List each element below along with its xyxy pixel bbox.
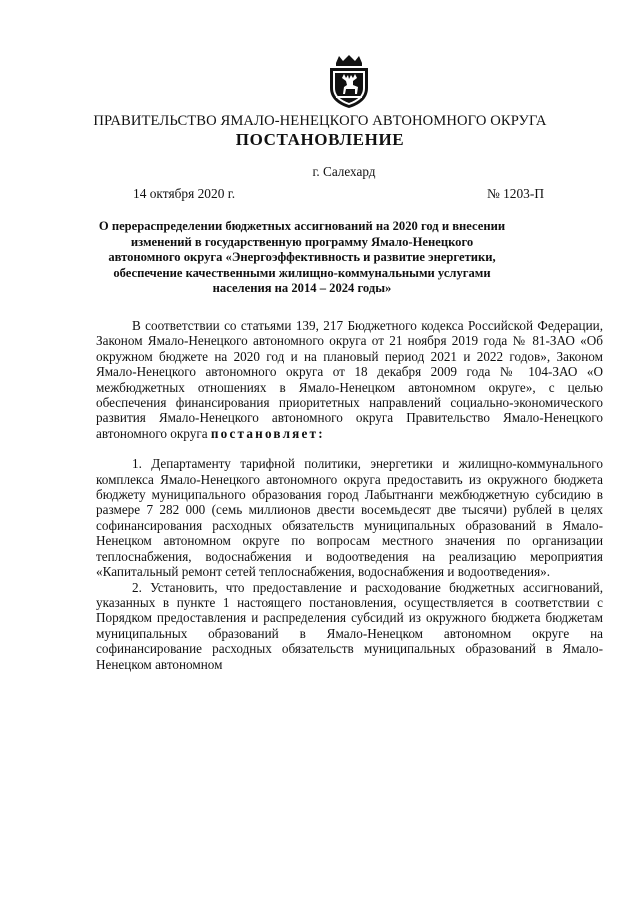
- document-title: О перераспределении бюджетных ассигнований на 2020 год и внесении изменений в государственную программу Ямало-Ненецкого автономного округа «Энергоэффективность и развитие энергетики, обеспечение качественными жилищно-коммунальными услугами населения на 2014 – 2024 годы»: [98, 219, 506, 296]
- city-name: г. Салехард: [312, 164, 376, 179]
- document-body: [96, 318, 603, 672]
- document-number: № 1203-П: [486, 186, 544, 201]
- item-paragraph-1: 1. Департаменту тарифной политики, энергетики и жилищно-коммунального комплекса Ямало-Ненецкого автономного округа предоставить из окружного бюджета бюджету муниципального образования город Лабытнанги межбюджетную субсидию в размере 7 282 000 (семь миллионов двести восемьдесят две тысячи) рублей в целях софинансирования расходных обязательств муниципальных образований в Ямало-Ненецком автономном округе по вопросам местного значения по организации теплоснабжения, водоснабжения и водоотведения на реализацию мероприятия «Капитальный ремонт сетей теплоснабжения, водоснабжения и водоотведения».: [96, 456, 603, 580]
- document-type: ПОСТАНОВЛЕНИЕ: [235, 130, 405, 149]
- item-paragraph-2: 2. Установить, что предоставление и расходование бюджетных ассигнований, указанных в пункте 1 настоящего постановления, осуществляется в соответствии с Порядком предоставления и распределения субсидий из окружного бюджета бюджетам муниципальных образований в Ямало-Ненецком автономном округе на софинансирование расходных обязательств муниципальных образований в Ямало-Ненецком автономном: [96, 579, 603, 672]
- coat-of-arms-emblem: [322, 54, 376, 110]
- preamble-paragraph: [96, 318, 603, 441]
- organization-name: ПРАВИТЕЛЬСТВО ЯМАЛО-НЕНЕЦКОГО АВТОНОМНОГО ОКРУГА: [93, 113, 547, 129]
- preamble-text: В соответствии со статьями 139, 217 Бюджетного кодекса Российской Федерации, Законом Ямало-Ненецкого автономного округа от 21 ноября 2019 года № 81-ЗАО «Об окружном бюджете на 2020 год и на плановый период 2021 и 2022 годов», Законом Ямало-Ненецкого автономного округа от 18 декабря 2009 года № 104-ЗАО «О межбюджетных отношениях в Ямало-Ненецком автономном округе», с целью обеспечения финансирования приоритетных направлений социально-экономического развития Ямало-Ненецкого автономного округа Правительство Ямало-Ненецкого автономного округа: [96, 318, 603, 441]
- decree-word: постановляет:: [210, 425, 325, 441]
- document-date: 14 октября 2020 г.: [133, 186, 236, 201]
